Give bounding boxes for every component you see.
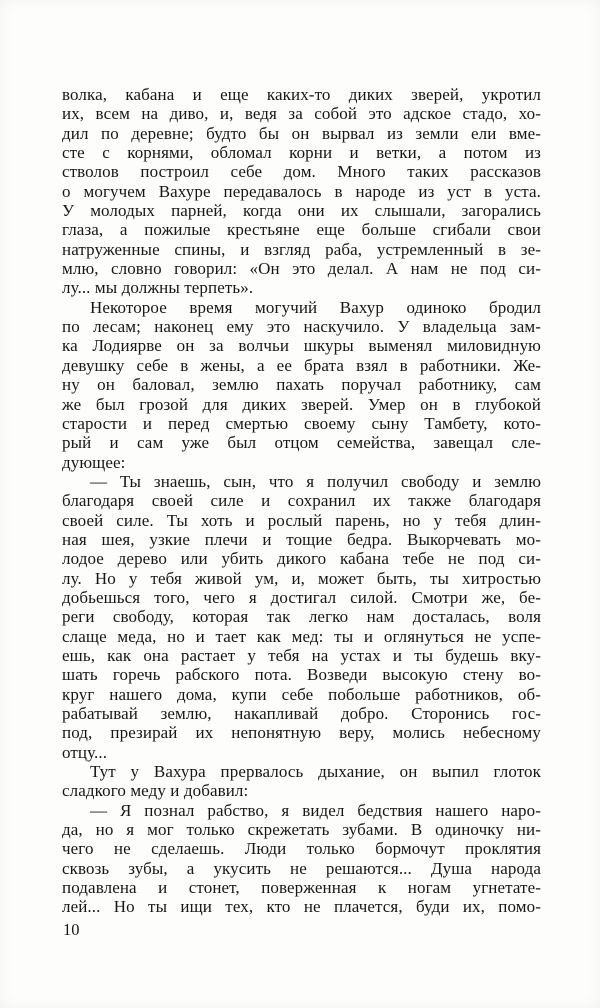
text-line: под, презирай их непонятную веру, молись небесному (62, 723, 541, 743)
text-line: рабатывай землю, накапливай добро. Сторонись гос- (62, 704, 541, 723)
text-line: о могучем Вахуре передавалось в народе из уст в уста. (62, 181, 541, 201)
text-line: дил по деревне; будто бы он вырвал из земли ели вме- (62, 123, 541, 143)
text-line: — Я познал рабство, я видел бедствия нашего наро- (90, 800, 541, 820)
text-line: стволов построил себе дом. Много таких рассказов (62, 162, 541, 182)
text-line: по лесам; наконец ему это наскучило. У владельца зам- (62, 317, 541, 337)
text-line: круг нашего дома, купи себе побольше работников, об- (62, 684, 541, 704)
text-line: сладкого меду и добавил: (62, 781, 249, 801)
text-line: ка Лодиярве он за волчьи шкуры выменял миловидную (62, 336, 541, 356)
text-line: реги свободу, которая так легко нам досталась, воля (62, 607, 541, 627)
text-line: ешь, как она растает у тебя на устах и ты будешь вку- (62, 645, 541, 665)
text-line: ная шея, узкие плечи и тощие бедра. Выкорчевать мо- (62, 529, 541, 549)
text-line: лу. Но у тебя живой ум, и, может быть, ты хитростью (62, 568, 541, 588)
text-line: Некоторое время могучий Вахур одиноко бродил (90, 297, 541, 317)
text-line: да, но я мог только скрежетать зубами. В одиночку ни- (62, 820, 541, 840)
text-line: сквозь зубы, а укусить не решаются... Душа народа (62, 858, 541, 878)
text-line: благодаря своей силе и сохранил их также благодаря (62, 491, 541, 511)
text-line: глаза, а пожилые крестьяне еще больше сгибали свои (62, 220, 541, 240)
text-line: млю, словно говорил: «Он это делал. А нам не под си- (62, 259, 541, 279)
text-line: добьешься того, чего я достигал силой. Смотри же, бе- (62, 587, 541, 607)
text-line: ну он баловал, землю пахать поручал работнику, сам (62, 375, 541, 395)
text-line: лу... мы должны терпеть». (62, 278, 254, 298)
text-line: их, всем на диво, и, ведя за собой это адское стадо, хо- (62, 104, 541, 124)
text-line: слаще меда, но и тает как мед: ты и оглянуться не успе- (62, 626, 541, 646)
text-line: волка, кабана и еще каких-то диких зверей, укротил (62, 85, 541, 104)
text-line: дующее: (62, 452, 126, 472)
text-line: старости и перед смертью своему сыну Тамбету, кото- (62, 413, 541, 433)
text-line: лодое дерево или убить дикого кабана тебе не под си- (62, 549, 541, 569)
text-line: девушку себе в жены, а ее брата взял в работники. Же- (62, 355, 541, 375)
text-line: лей... Но ты ищи тех, кто не плачется, буди их, помо- (62, 897, 541, 917)
text-line: натруженные спины, и взгляд раба, устремленный в зе- (62, 239, 541, 259)
text-line: шать горечь рабского пота. Возведи высокую стену во- (62, 665, 541, 685)
text-line: сте с корнями, обломал корни и ветки, а потом из (62, 143, 541, 163)
text-line: же был грозой для диких зверей. Умер он в глубокой (62, 394, 541, 414)
page-text (62, 85, 541, 917)
text-line: рый и сам уже был отцом семейства, завещал сле- (62, 433, 541, 453)
text-line: своей силе. Ты хоть и рослый парень, но у тебя длин- (62, 510, 541, 530)
text-line: подавлена и стонет, поверженная к ногам угнетате- (62, 878, 541, 898)
text-line: У молодых парней, когда они их слышали, загорались (62, 201, 541, 221)
text-line: Тут у Вахура прервалось дыхание, он выпил глоток (90, 762, 541, 782)
page-number: 10 (63, 920, 80, 939)
text-line: чего не сделаешь. Люди только бормочут проклятия (62, 839, 541, 859)
text-line: — Ты знаешь, сын, что я получил свободу и землю (90, 471, 541, 491)
text-line: отцу... (62, 742, 108, 762)
